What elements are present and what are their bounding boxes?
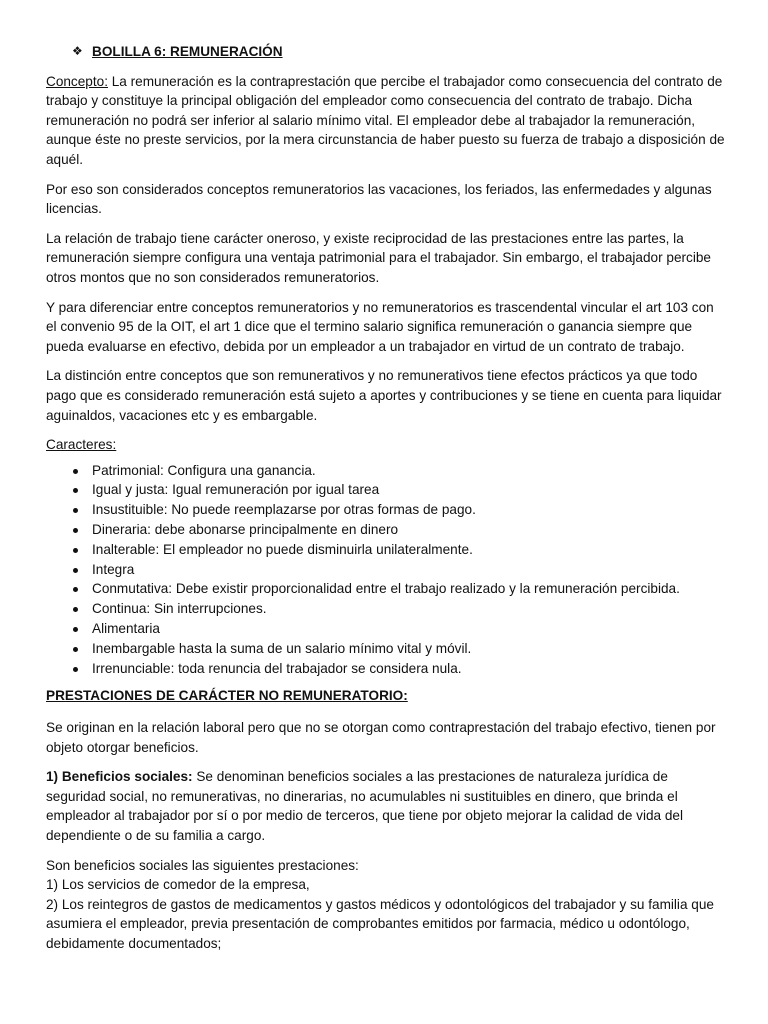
concepto-label: Concepto: <box>46 73 108 89</box>
list-item <box>46 480 726 500</box>
document-title-row <box>72 42 726 62</box>
section-heading-paragraph <box>46 686 726 706</box>
list-item-text: Integra <box>92 561 135 577</box>
bullet-dot-icon <box>73 488 78 493</box>
diamond-bullet-icon: ❖ <box>72 44 83 58</box>
list-item <box>46 579 726 599</box>
beneficios-label: 1) Beneficios sociales: <box>46 769 193 785</box>
caracteres-heading-paragraph <box>46 435 726 455</box>
concepto-text: La remuneración es la contraprestación que percibe el trabajador como consecuencia del contrato de trabajo y constituye la principal obligación del empleador como consecuencia del contrato de trabajo. Dicha remuneración no podrá ser inferior al salario mínimo vital. El empleador debe al trabajador la remuneración, aunque éste no preste servicios, por la mera circunstancia de haber puesto su fuerza de trabajo a disposición de aquél. <box>46 73 725 167</box>
list-item: 2) Los reintegros de gastos de medicamentos y gastos médicos y odontológicos del trabajador y su familia que asumiera el empleador, previa presentación de comprobantes emitidos por farmacia, médico u odontólogo, debidamente documentados; <box>46 896 714 951</box>
concepto-paragraph <box>46 72 726 170</box>
list-item <box>46 619 726 639</box>
paragraph-5: La distinción entre conceptos que son remunerativos y no remunerativos tiene efectos prácticos ya que todo pago que es considerado remuneración está sujeto a aportes y contribuciones y se tiene en cuenta para liquidar aguinaldos, vacaciones etc y es embargable. <box>46 368 722 423</box>
list-item-text: Patrimonial: Configura una ganancia. <box>92 462 316 478</box>
beneficios-list <box>46 856 726 954</box>
section-heading: PRESTACIONES DE CARÁCTER NO REMUNERATORIO: <box>46 688 408 704</box>
list-item-text: Conmutativa: Debe existir proporcionalidad entre el trabajo realizado y la remuneración percibida. <box>92 581 680 597</box>
bullet-dot-icon <box>73 587 78 592</box>
list-item <box>46 500 726 520</box>
list-item-text: Dineraria: debe abonarse principalmente en dinero <box>92 522 399 538</box>
list-item <box>46 639 726 659</box>
list-item <box>46 560 726 580</box>
bullet-dot-icon <box>73 568 78 573</box>
list-item-text: Alimentaria <box>92 621 160 637</box>
bullet-dot-icon <box>73 508 78 513</box>
bullet-dot-icon <box>73 528 78 533</box>
paragraph-2: Por eso son considerados conceptos remuneratorios las vacaciones, los feriados, las enfermedades y algunas licencias. <box>46 181 712 217</box>
list-item-text: Insustituible: No puede reemplazarse por otras formas de pago. <box>92 502 476 518</box>
list-item: 1) Los servicios de comedor de la empresa, <box>46 877 310 893</box>
paragraph-6: Se originan en la relación laboral pero que no se otorgan como contraprestación del trabajo efectivo, tienen por objeto otorgar beneficios. <box>46 720 716 755</box>
list-item-text: Igual y justa: Igual remuneración por igual tarea <box>92 482 380 498</box>
list-item <box>46 461 726 481</box>
caracteres-heading: Caracteres: <box>46 437 117 453</box>
list-item-text: Continua: Sin interrupciones. <box>92 601 267 617</box>
bullet-dot-icon <box>73 627 78 632</box>
beneficios-paragraph <box>46 767 726 845</box>
bullet-dot-icon <box>73 548 78 553</box>
document-page <box>46 42 726 954</box>
list-item <box>46 659 726 679</box>
list-intro: Son beneficios sociales las siguientes prestaciones: <box>46 857 359 873</box>
document-title: BOLILLA 6: REMUNERACIÓN <box>92 44 283 59</box>
bullet-dot-icon <box>73 607 78 612</box>
list-item <box>46 520 726 540</box>
paragraph-4: Y para diferenciar entre conceptos remuneratorios y no remuneratorios es trascendental vincular el art 103 con el convenio 95 de la OIT, el art 1 dice que el termino salario significa remuneración o ganancia siempre que pueda evaluarse en efectivo, debida por un empleador a un trabajador en virtud de un contrato de trabajo. <box>46 299 714 354</box>
list-item-text: Inembargable hasta la suma de un salario mínimo vital y móvil. <box>92 640 472 656</box>
list-item-text: Inalterable: El empleador no puede disminuirla unilateralmente. <box>92 541 473 557</box>
beneficios-text: Se denominan beneficios sociales a las prestaciones de naturaleza jurídica de seguridad social, no remunerativas, no dinerarias, no acumulables ni sustituibles en dinero, que brinda el empleador al trabajador por sí o por medio de terceros, que tiene por objeto mejorar la calidad de vida del dependiente o de su familia a cargo. <box>46 769 684 844</box>
bullet-dot-icon <box>73 469 78 474</box>
bullet-dot-icon <box>73 667 78 672</box>
list-item <box>46 599 726 619</box>
caracteres-list <box>46 461 726 679</box>
bullet-dot-icon <box>73 647 78 652</box>
list-item-text: Irrenunciable: toda renuncia del trabajador se considera nula. <box>92 660 462 676</box>
paragraph-3: La relación de trabajo tiene carácter oneroso, y existe reciprocidad de las prestaciones entre las partes, la remuneración siempre configura una ventaja patrimonial para el trabajador. Sin embargo, el trabajador percibe otros montos que no son considerados remuneratorios. <box>46 230 711 285</box>
list-item <box>46 540 726 560</box>
